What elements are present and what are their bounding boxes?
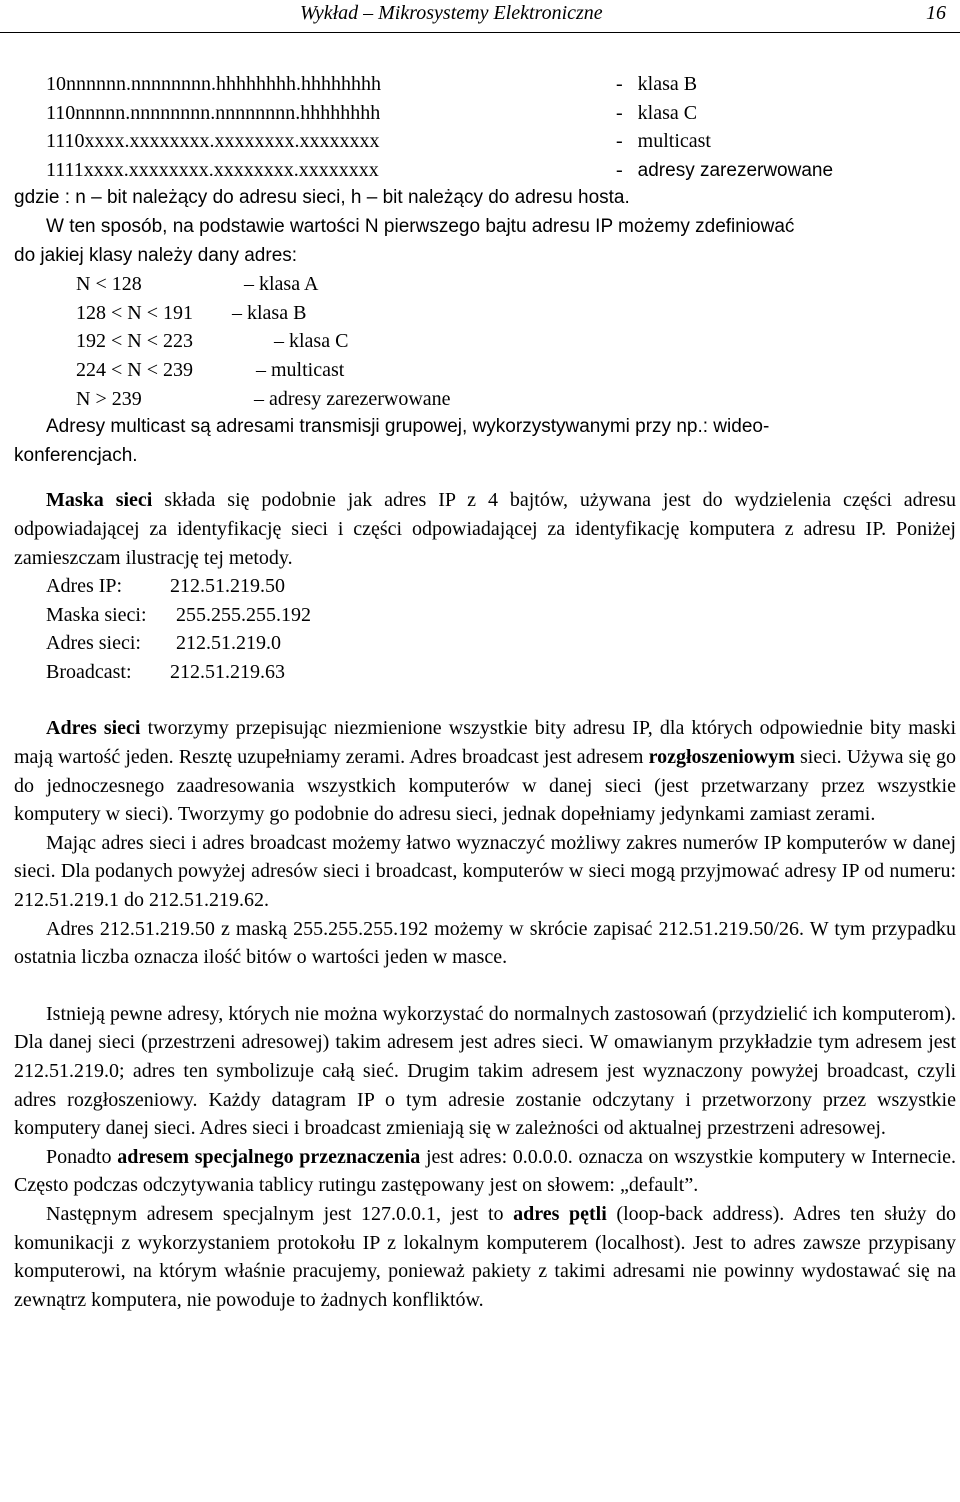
- mask-paragraph: Maska sieci składa się podobnie jak adres IP z 4 bajtów, używana jest do wydzielenia części adresu odpowiadającej za identyfikację sieci i części odpowiadającej za identyfikację komputera z adresu IP. Poniżej zamieszczam ilustrację tej metody.: [14, 489, 956, 569]
- range-item: N > 239 – adresy zarezerwowane: [76, 387, 451, 410]
- document-body: [14, 70, 956, 1314]
- multicast-note: Adresy multicast są adresami transmisji grupowej, wykorzystywanymi przy np.: wideo-: [46, 416, 770, 438]
- cidr-paragraph: Adres 212.51.219.50 z maską 255.255.255.192 możemy w skrócie zapisać 212.51.219.50/26. W tym przypadku ostatnia liczba oznacza ilość bitów o wartości jeden w masce.: [14, 917, 956, 969]
- intro-line: W ten sposób, na podstawie wartości N pierwszego bajtu adresu IP możemy zdefiniować: [46, 215, 795, 237]
- class-list-item: 1111xxxx.xxxxxxxx.xxxxxxxx.xxxxxxxx - adresy zarezerwowane: [46, 158, 834, 181]
- host-range-paragraph: Mając adres sieci i adres broadcast możemy łatwo wyznaczyć możliwy zakres numerów IP komputerów w danej sieci. Dla podanych powyżej adresów sieci i broadcast, komputerów w sieci mogą przyjmować adresy IP od numeru: 212.51.219.1 do 212.51.219.62.: [14, 831, 956, 912]
- mask-term: Maska sieci: [46, 489, 153, 512]
- page-number: 16: [926, 2, 946, 24]
- spacer: [14, 686, 956, 714]
- class-list: [14, 70, 956, 184]
- mask-row: Adres IP: 212.51.219.50: [46, 575, 285, 598]
- header-divider: [0, 32, 960, 33]
- legend-line: gdzie : n – bit należący do adresu sieci, h – bit należący do adresu hosta.: [14, 187, 630, 209]
- multicast-note: konferencjach.: [14, 444, 138, 466]
- header-title: Wykład – Mikrosystemy Elektroniczne: [300, 2, 603, 24]
- class-list-item: 10nnnnnn.nnnnnnnn.hhhhhhhh.hhhhhhhh - klasa B: [46, 73, 698, 95]
- range-list: [14, 270, 956, 413]
- mask-row: Broadcast: 212.51.219.63: [46, 660, 285, 683]
- range-item: 224 < N < 239 – multicast: [76, 358, 345, 381]
- class-list-item: 1110xxxx.xxxxxxxx.xxxxxxxx.xxxxxxxx - multicast: [46, 130, 711, 153]
- range-item: N < 128 – klasa A: [76, 273, 319, 296]
- intro-line: do jakiej klasy należy dany adres:: [14, 244, 298, 266]
- page-header: [0, 0, 960, 30]
- network-address-paragraph: Adres sieci tworzymy przepisując niezmienione wszystkie bity adresu IP, dla których odpowiednie bity maski mają wartość jeden. Resztę uzupełniamy zerami. Adres broadcast jest adresem rozgłoszeniowym sieci. Używa się go do jednoczesnego zaadresowania wszystkich komputerów w danej sieci (jest przetwarzany przez wszystkie komputery w sieci). Tworzymy go podobnie do adresu sieci, jednak dopełniamy jedynkami zamiast zerami.: [14, 717, 956, 826]
- spacer: [14, 470, 956, 486]
- special-addresses-paragraph: Istnieją pewne adresy, których nie można wykorzystać do normalnych zastosowań (przydzielić ich komputerom). Dla danej sieci (przestrzeni adresowej) takim adresem jest adres sieci. W omawianym przykładzie tym adresem jest 212.51.219.0; adres ten symbolizuje całą sieć. Drugim takim adresem jest wyznaczony powyżej broadcast, czyli adres rozgłoszeniowy. Każdy datagram IP o tym adresie zostanie odczytany i przetworzony przez wszystkie komputery danej sieci. Adres sieci i broadcast zmieniają się w zależności od aktualnej przestrzeni adresowej.: [14, 1002, 956, 1140]
- default-address-paragraph: Ponadto adresem specjalnego przeznaczenia jest adres: 0.0.0.0. oznacza on wszystkie komputery w Internecie. Często podczas odczytywania tablicy rutingu zastępowany jest on słowem: „default”.: [14, 1145, 957, 1197]
- class-list-item: 110nnnnn.nnnnnnnn.nnnnnnnn.hhhhhhhh - klasa C: [46, 101, 698, 124]
- mask-row: Maska sieci: 255.255.255.192: [46, 603, 311, 626]
- loopback-paragraph: Następnym adresem specjalnym jest 127.0.0.1, jest to adres pętli (loop-back address). Adres ten służy do komunikacji z wykorzystaniem protokołu IP z lokalnym komputerem (localhost). Jest to adres zawsze przypisany komputerowi, na którym właśnie pracujemy, ponieważ pakiety z takimi adresami nie powinny wydostawać się na zewnątrz komputera, nie powoduje to żadnych konfliktów.: [14, 1202, 956, 1311]
- mask-example: [14, 572, 956, 686]
- spacer: [14, 972, 956, 1000]
- mask-row: Adres sieci: 212.51.219.0: [46, 632, 281, 655]
- range-item: 128 < N < 191 – klasa B: [76, 301, 307, 324]
- range-item: 192 < N < 223 – klasa C: [76, 330, 349, 353]
